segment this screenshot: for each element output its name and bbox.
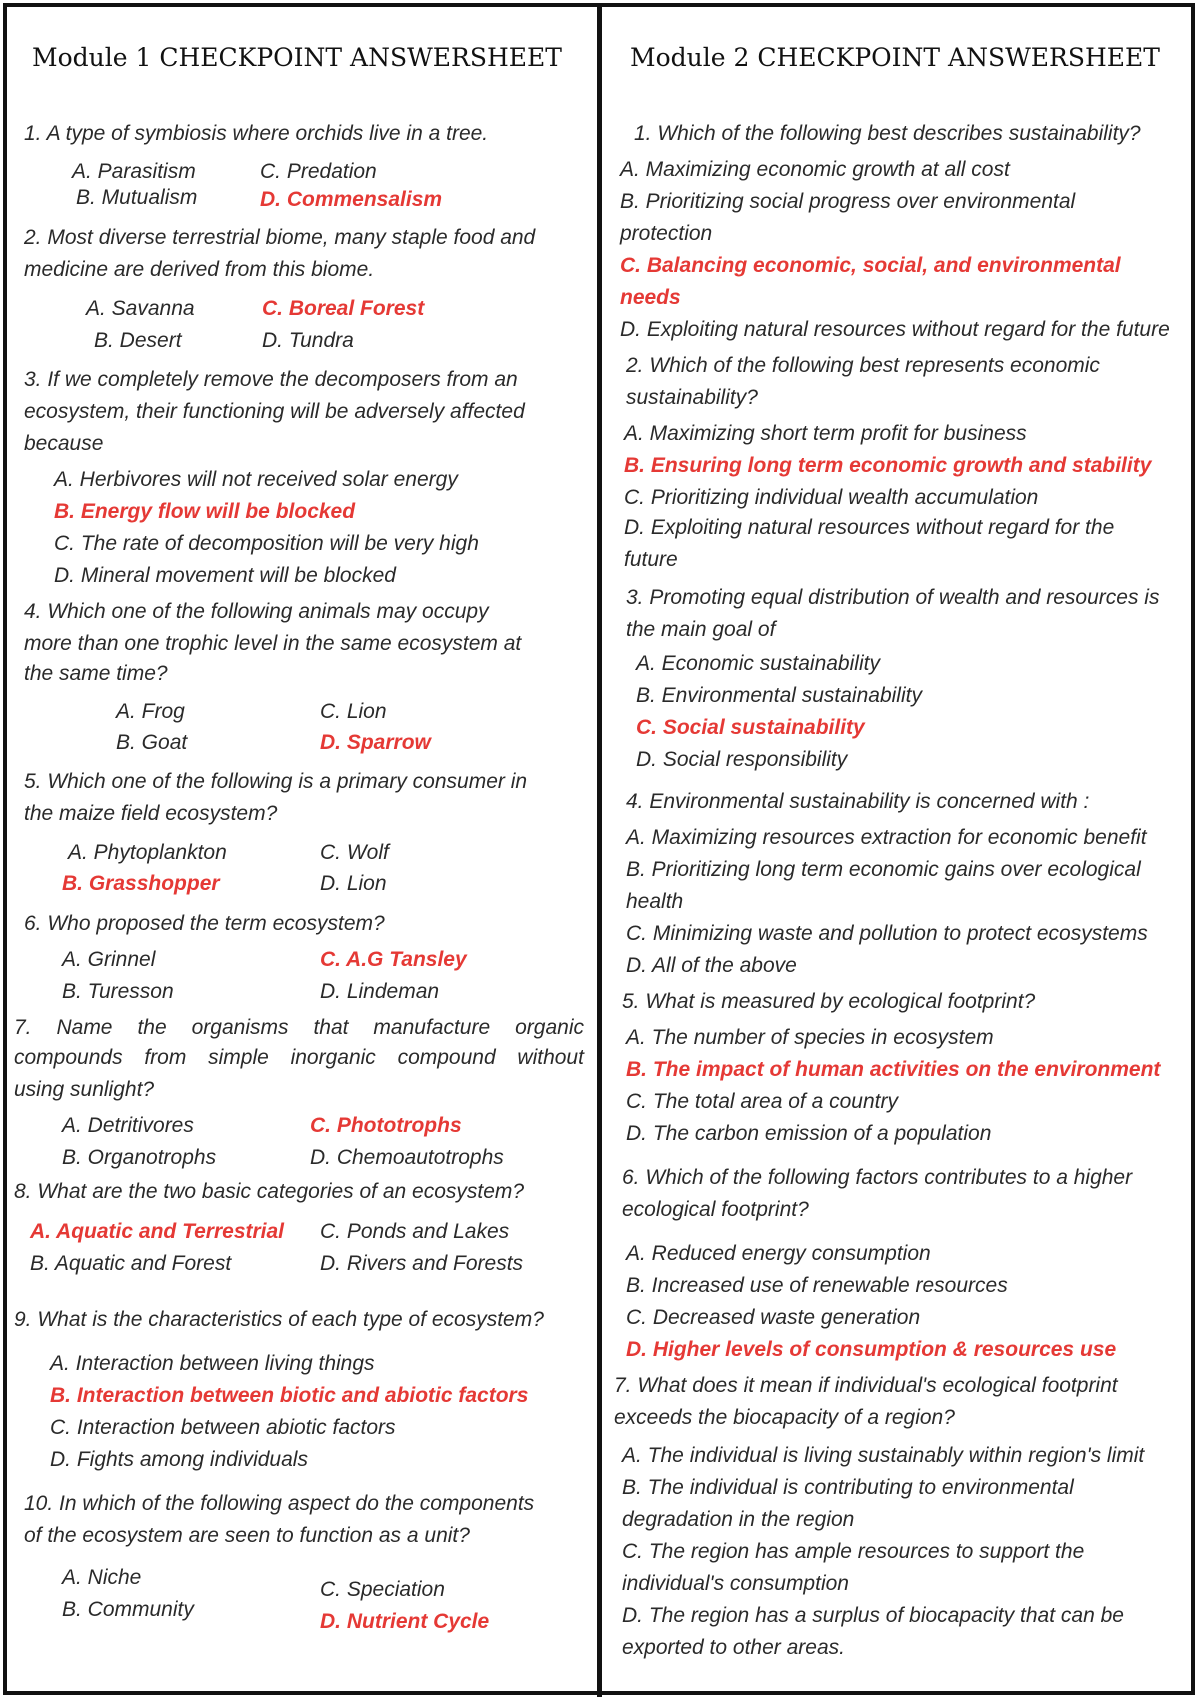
m2-q5-option-d: D. The carbon emission of a population	[626, 1122, 992, 1145]
m1-q7-option-b: B. Organotrophs	[62, 1146, 217, 1169]
m1-q7-option-c-answer: C. Phototrophs	[310, 1114, 462, 1137]
m1-q8-option-c: C. Ponds and Lakes	[320, 1220, 510, 1243]
m2-q4-question: 4. Environmental sustainability is concerned with :	[626, 790, 1090, 813]
m1-q6-option-d: D. Lindeman	[320, 980, 440, 1003]
m2-q1-question: 1. Which of the following best describes sustainability?	[634, 122, 1141, 145]
m1-q8-option-a-answer: A. Aquatic and Terrestrial	[30, 1220, 285, 1243]
m1-q4-option-c: C. Lion	[320, 700, 387, 723]
m1-q2-question-line1: 2. Most diverse terrestrial biome, many staple food and	[24, 226, 536, 249]
column-divider	[597, 3, 602, 1697]
m2-q2-option-c: C. Prioritizing individual wealth accumulation	[624, 486, 1039, 509]
m2-q7-question-line2: exceeds the biocapacity of a region?	[614, 1406, 955, 1429]
m1-q4-question-line2: more than one trophic level in the same ecosystem at	[24, 632, 522, 655]
m2-q3-question-line2: the main goal of	[626, 618, 776, 641]
word: without	[517, 1046, 584, 1069]
m2-q4-option-a: A. Maximizing resources extraction for economic benefit	[626, 826, 1147, 849]
m1-q10-option-b: B. Community	[62, 1598, 194, 1621]
m2-q3-question-line1: 3. Promoting equal distribution of wealth and resources is	[626, 586, 1160, 609]
m1-q4-option-a: A. Frog	[116, 700, 185, 723]
m2-q1-option-b-line1: B. Prioritizing social progress over environmental	[620, 190, 1076, 213]
m2-q7-option-b-line2: degradation in the region	[622, 1508, 855, 1531]
word: organic	[515, 1016, 584, 1039]
word: inorganic	[290, 1046, 376, 1069]
m1-q7-option-a: A. Detritivores	[62, 1114, 194, 1137]
m1-q10-option-c: C. Speciation	[320, 1578, 445, 1601]
m1-q7-question-line1	[14, 1012, 584, 1044]
m1-q4-question-line3: the same time?	[24, 662, 168, 685]
m2-q1-option-c-answer-line1: C. Balancing economic, social, and environmental	[620, 254, 1121, 277]
m1-q9-question: 9. What is the characteristics of each type of ecosystem?	[14, 1308, 544, 1331]
m2-q7-option-d-line2: exported to other areas.	[622, 1636, 845, 1659]
m2-q7-option-c-line2: individual's consumption	[622, 1572, 849, 1595]
m1-q4-question-line1: 4. Which one of the following animals may occupy	[24, 600, 489, 623]
m2-q4-option-b-line2: health	[626, 890, 684, 913]
word: that	[313, 1016, 349, 1039]
m2-q7-question-line1: 7. What does it mean if individual's ecological footprint	[614, 1374, 1118, 1397]
m2-q1-option-a: A. Maximizing economic growth at all cost	[620, 158, 1010, 181]
m1-q7-option-d: D. Chemoautotrophs	[310, 1146, 504, 1169]
m1-q8-question: 8. What are the two basic categories of an ecosystem?	[14, 1180, 525, 1203]
m1-q2-option-b: B. Desert	[94, 329, 182, 352]
m2-q6-option-a: A. Reduced energy consumption	[626, 1242, 931, 1265]
m2-q6-option-c: C. Decreased waste generation	[626, 1306, 921, 1329]
m1-q3-option-d: D. Mineral movement will be blocked	[54, 564, 396, 587]
m2-q4-option-b-line1: B. Prioritizing long term economic gains over ecological	[626, 858, 1141, 881]
m1-q3-question-line2: ecosystem, their functioning will be adversely affected	[24, 400, 525, 423]
m2-q3-option-b: B. Environmental sustainability	[636, 684, 922, 707]
word: from	[144, 1046, 187, 1069]
m1-q2-question-line2: medicine are derived from this biome.	[24, 258, 375, 281]
m1-q9-option-a: A. Interaction between living things	[50, 1352, 375, 1375]
m1-q8-option-d: D. Rivers and Forests	[320, 1252, 524, 1275]
m1-q3-option-c: C. The rate of decomposition will be very high	[54, 532, 479, 555]
m1-q10-question-line1: 10. In which of the following aspect do the components	[24, 1492, 535, 1515]
m2-q6-option-d-answer: D. Higher levels of consumption & resources use	[626, 1338, 1117, 1361]
m1-q6-question: 6. Who proposed the term ecosystem?	[24, 912, 385, 935]
m1-q2-option-a: A. Savanna	[86, 297, 195, 320]
m1-q2-option-d: D. Tundra	[262, 329, 354, 352]
m2-q5-option-c: C. The total area of a country	[626, 1090, 898, 1113]
m2-q2-option-d-line2: future	[624, 548, 678, 571]
m2-q4-option-d: D. All of the above	[626, 954, 797, 977]
m2-q3-option-a: A. Economic sustainability	[636, 652, 880, 675]
m1-q1-option-b: B. Mutualism	[76, 186, 198, 209]
m1-q3-option-a: A. Herbivores will not received solar energy	[54, 468, 458, 491]
m1-q3-question-line1: 3. If we completely remove the decomposers from an	[24, 368, 518, 391]
m1-q3-question-line3: because	[24, 432, 104, 455]
m1-q7-question-line3: using sunlight?	[14, 1078, 155, 1101]
m2-q4-option-c: C. Minimizing waste and pollution to protect ecosystems	[626, 922, 1148, 945]
word: Name	[56, 1016, 113, 1039]
word: the	[137, 1016, 167, 1039]
m1-q6-option-a: A. Grinnel	[62, 948, 156, 971]
m2-q7-option-b-line1: B. The individual is contributing to environmental	[622, 1476, 1074, 1499]
m2-q6-question-line2: ecological footprint?	[622, 1198, 809, 1221]
m1-q9-option-c: C. Interaction between abiotic factors	[50, 1416, 396, 1439]
m2-q2-option-b-answer: B. Ensuring long term economic growth and stability	[624, 454, 1152, 477]
m2-q5-option-b-answer: B. The impact of human activities on the environment	[626, 1058, 1161, 1081]
m1-q1-option-a: A. Parasitism	[72, 160, 196, 183]
word: organisms	[191, 1016, 289, 1039]
m1-q4-option-b: B. Goat	[116, 731, 188, 754]
m2-q7-option-d-line1: D. The region has a surplus of biocapacity that can be	[622, 1604, 1124, 1627]
m1-q10-question-line2: of the ecosystem are seen to function as a unit?	[24, 1524, 470, 1547]
m2-q2-option-d-line1: D. Exploiting natural resources without regard for the	[624, 516, 1115, 539]
word: compound	[397, 1046, 496, 1069]
m2-q2-question-line1: 2. Which of the following best represents economic	[626, 354, 1100, 377]
m1-q5-option-c: C. Wolf	[320, 841, 389, 864]
m1-q7-question-line2	[14, 1042, 584, 1074]
module2-title: Module 2 CHECKPOINT ANSWERSHEET	[630, 43, 1160, 72]
m1-q9-option-b-answer: B. Interaction between biotic and abiotic factors	[50, 1384, 529, 1407]
m1-q5-option-d: D. Lion	[320, 872, 387, 895]
m1-q5-question-line1: 5. Which one of the following is a primary consumer in	[24, 770, 528, 793]
m1-q10-option-a: A. Niche	[62, 1566, 142, 1589]
m1-q1-question: 1. A type of symbiosis where orchids live in a tree.	[24, 122, 489, 145]
m1-q6-option-b: B. Turesson	[62, 980, 174, 1003]
m2-q5-question: 5. What is measured by ecological footprint?	[622, 990, 1036, 1013]
m2-q5-option-a: A. The number of species in ecosystem	[626, 1026, 994, 1049]
m1-q6-option-c-answer: C. A.G Tansley	[320, 948, 467, 971]
word: compounds	[14, 1046, 123, 1069]
word: manufacture	[373, 1016, 491, 1039]
m1-q1-option-d-answer: D. Commensalism	[260, 188, 443, 211]
m2-q2-question-line2: sustainability?	[626, 386, 758, 409]
m1-q5-option-a: A. Phytoplankton	[68, 841, 227, 864]
m1-q3-option-b-answer: B. Energy flow will be blocked	[54, 500, 356, 523]
word: 7.	[14, 1016, 32, 1039]
word: simple	[208, 1046, 269, 1069]
m2-q2-option-a: A. Maximizing short term profit for business	[624, 422, 1027, 445]
m1-q5-option-b-answer: B. Grasshopper	[62, 872, 220, 895]
m1-q9-option-d: D. Fights among individuals	[50, 1448, 308, 1471]
m1-q1-option-c: C. Predation	[260, 160, 377, 183]
m2-q1-option-c-answer-line2: needs	[620, 286, 681, 309]
m2-q1-option-b-line2: protection	[620, 222, 713, 245]
m1-q4-option-d-answer: D. Sparrow	[320, 731, 431, 754]
m1-q5-question-line2: the maize field ecosystem?	[24, 802, 278, 825]
m2-q7-option-c-line1: C. The region has ample resources to support the	[622, 1540, 1085, 1563]
m1-q10-option-d-answer: D. Nutrient Cycle	[320, 1610, 490, 1633]
m2-q6-question-line1: 6. Which of the following factors contributes to a higher	[622, 1166, 1133, 1189]
module1-title: Module 1 CHECKPOINT ANSWERSHEET	[32, 43, 562, 72]
m2-q6-option-b: B. Increased use of renewable resources	[626, 1274, 1008, 1297]
m1-q2-option-c-answer: C. Boreal Forest	[262, 297, 425, 320]
m2-q7-option-a: A. The individual is living sustainably within region's limit	[622, 1444, 1145, 1467]
m1-q8-option-b: B. Aquatic and Forest	[30, 1252, 232, 1275]
m2-q3-option-c-answer: C. Social sustainability	[636, 716, 865, 739]
m2-q3-option-d: D. Social responsibility	[636, 748, 848, 771]
m2-q1-option-d: D. Exploiting natural resources without regard for the future	[620, 318, 1170, 341]
